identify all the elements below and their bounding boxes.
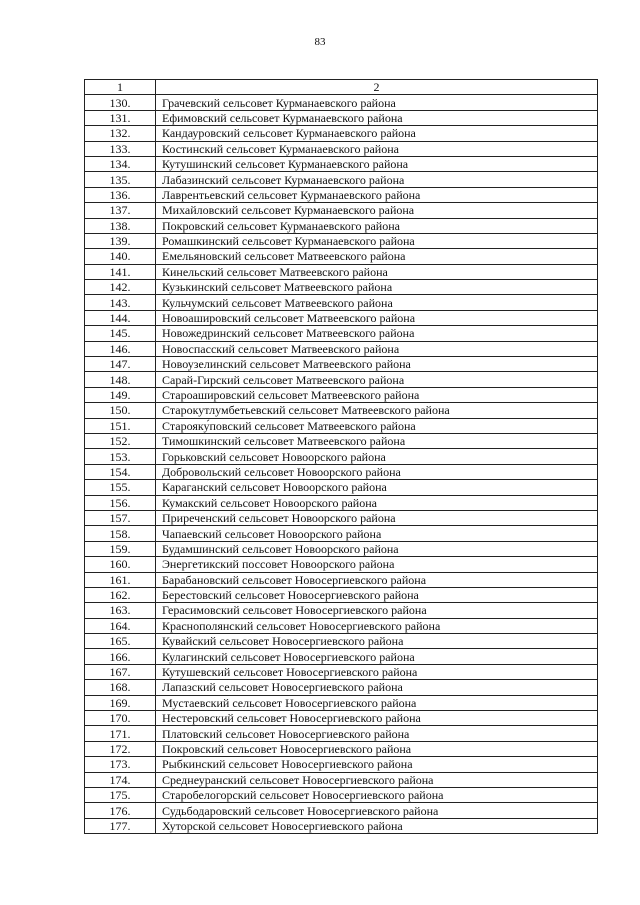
table-row bbox=[85, 510, 598, 525]
row-number: 140. bbox=[85, 249, 156, 264]
row-number: 145. bbox=[85, 326, 156, 341]
row-number: 133. bbox=[85, 141, 156, 156]
row-number: 159. bbox=[85, 541, 156, 556]
table-row bbox=[85, 526, 598, 541]
row-number: 148. bbox=[85, 372, 156, 387]
row-number: 147. bbox=[85, 357, 156, 372]
row-number: 156. bbox=[85, 495, 156, 510]
table-row bbox=[85, 433, 598, 448]
table-row bbox=[85, 203, 598, 218]
row-number: 175. bbox=[85, 787, 156, 802]
row-number: 164. bbox=[85, 618, 156, 633]
row-number: 146. bbox=[85, 341, 156, 356]
settlement-name: Старояку́повский сельсовет Матвеевского района bbox=[156, 418, 598, 433]
table-row bbox=[85, 280, 598, 295]
settlement-name: Лабазинский сельсовет Курманаевского района bbox=[156, 172, 598, 187]
settlement-name: Мустаевский сельсовет Новосергиевского района bbox=[156, 695, 598, 710]
row-number: 150. bbox=[85, 403, 156, 418]
table-row bbox=[85, 757, 598, 772]
row-number: 142. bbox=[85, 280, 156, 295]
settlement-name: Покровский сельсовет Курманаевского района bbox=[156, 218, 598, 233]
table-row bbox=[85, 264, 598, 279]
table-row bbox=[85, 572, 598, 587]
table-row bbox=[85, 541, 598, 556]
settlement-name: Краснополянский сельсовет Новосергиевского района bbox=[156, 618, 598, 633]
settlement-name: Горьковский сельсовет Новоорского района bbox=[156, 449, 598, 464]
table-row bbox=[85, 787, 598, 802]
settlement-name: Герасимовский сельсовет Новосергиевского района bbox=[156, 603, 598, 618]
settlement-name: Рыбкинский сельсовет Новосергиевского района bbox=[156, 757, 598, 772]
settlement-name: Кандауровский сельсовет Курманаевского района bbox=[156, 126, 598, 141]
settlement-name: Барабановский сельсовет Новосергиевского района bbox=[156, 572, 598, 587]
table-row bbox=[85, 680, 598, 695]
table-row bbox=[85, 480, 598, 495]
settlement-name: Хуторской сельсовет Новосергиевского района bbox=[156, 818, 598, 833]
table-row bbox=[85, 449, 598, 464]
settlement-name: Лаврентьевский сельсовет Курманаевского района bbox=[156, 187, 598, 202]
settlement-name: Емельяновский сельсовет Матвеевского района bbox=[156, 249, 598, 264]
settlement-name: Кутушевский сельсовет Новосергиевского района bbox=[156, 664, 598, 679]
settlement-name: Приреченский сельсовет Новоорского района bbox=[156, 510, 598, 525]
settlement-name: Будамшинский сельсовет Новоорского района bbox=[156, 541, 598, 556]
table-row bbox=[85, 695, 598, 710]
table-row bbox=[85, 372, 598, 387]
table-row bbox=[85, 156, 598, 171]
table-row bbox=[85, 403, 598, 418]
table-row bbox=[85, 495, 598, 510]
settlement-name: Кумакский сельсовет Новоорского района bbox=[156, 495, 598, 510]
row-number: 143. bbox=[85, 295, 156, 310]
table-row bbox=[85, 649, 598, 664]
settlement-name: Лапазский сельсовет Новосергиевского района bbox=[156, 680, 598, 695]
table-row bbox=[85, 603, 598, 618]
row-number: 155. bbox=[85, 480, 156, 495]
row-number: 170. bbox=[85, 711, 156, 726]
row-number: 166. bbox=[85, 649, 156, 664]
settlement-name: Покровский сельсовет Новосергиевского района bbox=[156, 741, 598, 756]
table-row bbox=[85, 772, 598, 787]
table-row bbox=[85, 172, 598, 187]
row-number: 160. bbox=[85, 557, 156, 572]
page-number: 83 bbox=[314, 36, 326, 48]
row-number: 153. bbox=[85, 449, 156, 464]
settlement-name: Среднеуранский сельсовет Новосергиевского района bbox=[156, 772, 598, 787]
row-number: 134. bbox=[85, 156, 156, 171]
table-row bbox=[85, 587, 598, 602]
row-number: 149. bbox=[85, 387, 156, 402]
row-number: 130. bbox=[85, 95, 156, 110]
settlement-name: Кулагинский сельсовет Новосергиевского района bbox=[156, 649, 598, 664]
table-row bbox=[85, 233, 598, 248]
table-row bbox=[85, 711, 598, 726]
settlement-name: Новоспасский сельсовет Матвеевского района bbox=[156, 341, 598, 356]
settlement-name: Добровольский сельсовет Новоорского района bbox=[156, 464, 598, 479]
row-number: 136. bbox=[85, 187, 156, 202]
table-body bbox=[85, 95, 598, 834]
row-number: 144. bbox=[85, 310, 156, 325]
row-number: 177. bbox=[85, 818, 156, 833]
table-row bbox=[85, 310, 598, 325]
table-row bbox=[85, 464, 598, 479]
row-number: 162. bbox=[85, 587, 156, 602]
table-row bbox=[85, 418, 598, 433]
table-row bbox=[85, 726, 598, 741]
row-number: 154. bbox=[85, 464, 156, 479]
row-number: 174. bbox=[85, 772, 156, 787]
settlement-name: Чапаевский сельсовет Новоорского района bbox=[156, 526, 598, 541]
table-row bbox=[85, 741, 598, 756]
row-number: 163. bbox=[85, 603, 156, 618]
row-number: 135. bbox=[85, 172, 156, 187]
settlement-name: Новоашировский сельсовет Матвеевского района bbox=[156, 310, 598, 325]
table-row bbox=[85, 110, 598, 125]
settlement-name: Новожедринский сельсовет Матвеевского района bbox=[156, 326, 598, 341]
settlement-name: Ромашкинский сельсовет Курманаевского района bbox=[156, 233, 598, 248]
table-row bbox=[85, 664, 598, 679]
row-number: 172. bbox=[85, 741, 156, 756]
settlement-name: Костинский сельсовет Курманаевского района bbox=[156, 141, 598, 156]
row-number: 132. bbox=[85, 126, 156, 141]
row-number: 171. bbox=[85, 726, 156, 741]
settlement-name: Кузькинский сельсовет Матвеевского района bbox=[156, 280, 598, 295]
settlement-name: Кутушинский сельсовет Курманаевского района bbox=[156, 156, 598, 171]
column-header-number: 1 bbox=[85, 80, 156, 95]
settlement-name: Энергетикский поссовет Новоорского района bbox=[156, 557, 598, 572]
table-header-row bbox=[85, 80, 598, 95]
settlement-name: Грачевский сельсовет Курманаевского района bbox=[156, 95, 598, 110]
table-row bbox=[85, 95, 598, 110]
row-number: 165. bbox=[85, 634, 156, 649]
table-row bbox=[85, 187, 598, 202]
table-row bbox=[85, 618, 598, 633]
settlement-name: Платовский сельсовет Новосергиевского района bbox=[156, 726, 598, 741]
row-number: 158. bbox=[85, 526, 156, 541]
settlement-name: Судьбодаровский сельсовет Новосергиевского района bbox=[156, 803, 598, 818]
settlement-name: Берестовский сельсовет Новосергиевского района bbox=[156, 587, 598, 602]
row-number: 137. bbox=[85, 203, 156, 218]
settlement-name: Новоузелинский сельсовет Матвеевского района bbox=[156, 357, 598, 372]
row-number: 168. bbox=[85, 680, 156, 695]
table-row bbox=[85, 126, 598, 141]
table-row bbox=[85, 218, 598, 233]
settlement-name: Старокутлумбетьевский сельсовет Матвеевского района bbox=[156, 403, 598, 418]
row-number: 173. bbox=[85, 757, 156, 772]
table-row bbox=[85, 803, 598, 818]
row-number: 151. bbox=[85, 418, 156, 433]
row-number: 161. bbox=[85, 572, 156, 587]
settlement-name: Кувайский сельсовет Новосергиевского района bbox=[156, 634, 598, 649]
column-header-name: 2 bbox=[156, 80, 598, 95]
row-number: 169. bbox=[85, 695, 156, 710]
table-row bbox=[85, 557, 598, 572]
table-row bbox=[85, 249, 598, 264]
row-number: 157. bbox=[85, 510, 156, 525]
table-row bbox=[85, 818, 598, 833]
row-number: 167. bbox=[85, 664, 156, 679]
settlement-name: Старобелогорский сельсовет Новосергиевского района bbox=[156, 787, 598, 802]
table-row bbox=[85, 387, 598, 402]
table-row bbox=[85, 141, 598, 156]
row-number: 138. bbox=[85, 218, 156, 233]
table-row bbox=[85, 295, 598, 310]
settlement-name: Староашировский сельсовет Матвеевского района bbox=[156, 387, 598, 402]
row-number: 152. bbox=[85, 433, 156, 448]
settlement-name: Кульчумский сельсовет Матвеевского района bbox=[156, 295, 598, 310]
row-number: 141. bbox=[85, 264, 156, 279]
settlement-name: Ефимовский сельсовет Курманаевского района bbox=[156, 110, 598, 125]
settlement-name: Нестеровский сельсовет Новосергиевского района bbox=[156, 711, 598, 726]
table-row bbox=[85, 357, 598, 372]
settlements-table bbox=[84, 79, 598, 834]
table-row bbox=[85, 326, 598, 341]
settlement-name: Михайловский сельсовет Курманаевского района bbox=[156, 203, 598, 218]
row-number: 139. bbox=[85, 233, 156, 248]
row-number: 131. bbox=[85, 110, 156, 125]
settlement-name: Сарай-Гирский сельсовет Матвеевского района bbox=[156, 372, 598, 387]
table-row bbox=[85, 341, 598, 356]
settlement-name: Караганский сельсовет Новоорского района bbox=[156, 480, 598, 495]
row-number: 176. bbox=[85, 803, 156, 818]
settlement-name: Кинельский сельсовет Матвеевского района bbox=[156, 264, 598, 279]
table-row bbox=[85, 634, 598, 649]
settlement-name: Тимошкинский сельсовет Матвеевского района bbox=[156, 433, 598, 448]
